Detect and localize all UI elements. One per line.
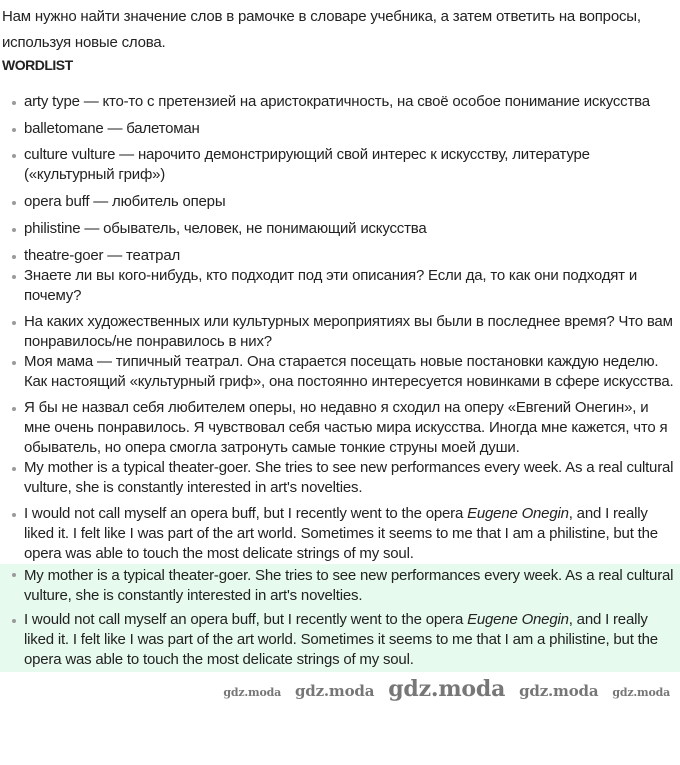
list-item: balletomane — балетоман [0,119,680,139]
wordlist-heading: WORDLIST [2,57,73,73]
watermark: gdz.moda [223,686,282,699]
highlighted-answer: I would not call myself an opera buff, but I recently went to the opera Eugene Onegin, and I really liked it. I felt like I was part of the art world. Sometimes it seems to me that I am a philistine, but the opera was able to touch the most delicate strings of my soul. [0,610,680,672]
list-item: Моя мама — типичный театрал. Она старается посещать новые постановки каждую неделю. Как настоящий «культурный гриф», она постоянно интересуется новинками в сфере искусства. [0,352,680,392]
intro-text: Нам нужно найти значение слов в рамочке в словаре учебника, а затем ответить на вопросы, используя новые слова. [2,8,641,51]
watermark: gdz.moda [519,682,599,700]
list-item: My mother is a typical theater-goer. She tries to see new performances every week. As a real cultural vulture, she is constantly interested in art's novelties. [0,458,680,498]
watermark: gdz.moda [295,682,375,700]
list-item: philistine — обыватель, человек, не понимающий искусства [0,219,680,239]
wordlist [0,92,680,672]
list-item: arty type — кто-то с претензией на аристократичность, на своё особое понимание искусства [0,92,680,112]
list-item: Я бы не назвал себя любителем оперы, но недавно я сходил на оперу «Евгений Онегин», и мне очень понравилось. Я чувствовал себя частью мира искусства. Иногда мне кажется, что я обыватель, но опера смогла затронуть самые тонкие струны моей души. [0,398,680,458]
watermark-row [0,672,680,706]
list-item: culture vulture — нарочито демонстрирующий свой интерес к искусству, литературе («культурный гриф») [0,145,680,185]
list-item: opera buff — любитель оперы [0,192,680,212]
watermark: gdz.moda [388,676,506,702]
list-item: Знаете ли вы кого-нибудь, кто подходит под эти описания? Если да, то как они подходят и почему? [0,266,680,306]
watermark: gdz.moda [612,686,670,699]
list-item: На каких художественных или культурных мероприятиях вы были в последнее время? Что вам понравилось/не понравилось в них? [0,312,680,352]
list-item: theatre-goer — театрал [0,246,680,266]
highlighted-answer: My mother is a typical theater-goer. She tries to see new performances every week. As a real cultural vulture, she is constantly interested in art's novelties. [0,564,680,610]
list-item: I would not call myself an opera buff, but I recently went to the opera Eugene Onegin, and I really liked it. I felt like I was part of the art world. Sometimes it seems to me that I am a philistine, but the opera was able to touch the most delicate strings of my soul. [0,504,680,564]
